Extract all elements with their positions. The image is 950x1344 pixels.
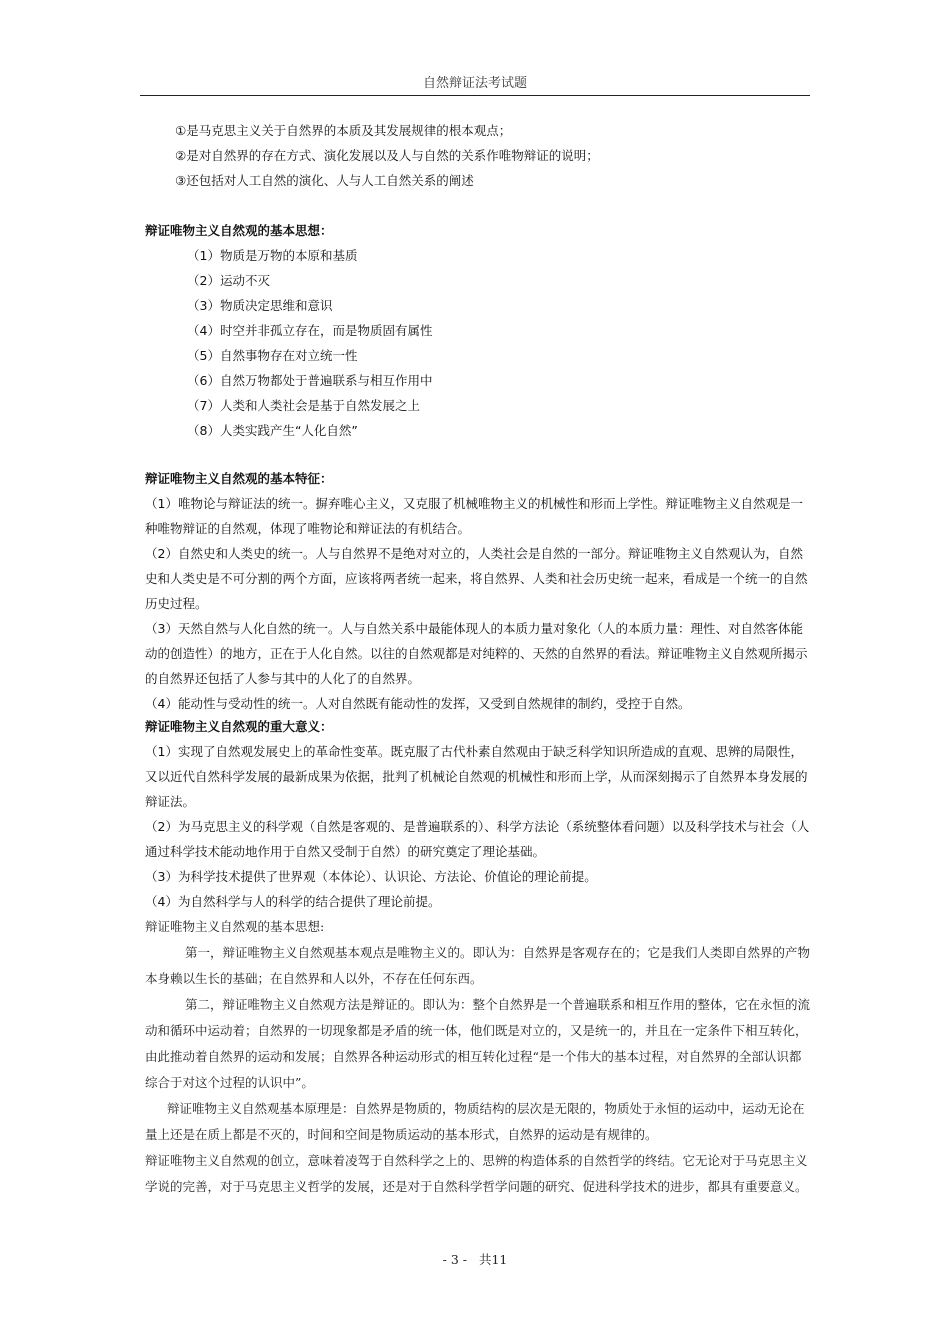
thought-item: （7）人类和人类社会是基于自然发展之上 [187, 398, 420, 413]
page-total: 共11 [478, 1252, 508, 1267]
features-heading: 辩证唯物主义自然观的基本特征： [145, 471, 333, 486]
thoughts-list [145, 243, 810, 443]
feature-item: （4）能动性与受动性的统一。人对自然既有能动性的发挥，又受到自然规律的制约，受控于自然。 [145, 696, 691, 711]
feature-item: （1）唯物论与辩证法的统一。摒弃唯心主义，又克服了机械唯物主义的机械性和形而上学性。辩证唯物主义自然观是一种唯物辩证的自然观，体现了唯物论和辩证法的有机结合。 [145, 496, 803, 536]
significance-section [145, 714, 810, 914]
intro-point: ②是对自然界的存在方式、演化发展以及人与自然的关系作唯物辩证的说明； [175, 148, 599, 163]
thought-item: （5）自然事物存在对立统一性 [187, 348, 358, 363]
serif-heading: 辩证唯物主义自然观的基本思想: [145, 919, 325, 934]
thought-item: （1）物质是万物的本原和基质 [187, 248, 358, 263]
serif-section [145, 914, 810, 1200]
serif-paragraph-4: 辩证唯物主义自然观的创立，意味着凌驾于自然科学之上的、思辨的构造体系的自然哲学的终结。它无论对于马克思主义学说的完善，对于马克思主义哲学的发展，还是对于自然科学哲学问题的研究、促进科学技术的进步，都具有重要意义。 [145, 1153, 808, 1194]
thought-item: （3）物质决定思维和意识 [187, 298, 333, 313]
significance-item: （3）为科学技术提供了世界观（本体论）、认识论、方法论、价值论的理论前提。 [145, 869, 597, 884]
serif-paragraph-2: 第二，辩证唯物主义自然观方法是辩证的。即认为：整个自然界是一个普遍联系和相互作用的整体，它在永恒的流动和循环中运动着；自然界的一切现象都是矛盾的统一体，他们既是对立的，又是统一的，并且在一定条件下相互转化，由此推动着自然界的运动和发展；自然界各种运动形式的相互转化过程“是一个伟大的基本过程，对自然界的全部认识都综合于对这个过程的认识中”。 [145, 997, 811, 1090]
significance-heading: 辩证唯物主义自然观的重大意义： [145, 719, 333, 734]
thought-item: （8）人类实践产生“人化自然” [187, 423, 358, 438]
significance-item: （2）为马克思主义的科学观（自然是客观的、是普遍联系的）、科学方法论（系统整体看问题）以及科学技术与社会（人通过科学技术能动地作用于自然又受制于自然）的研究奠定了理论基础。 [145, 819, 810, 859]
intro-point: ③还包括对人工自然的演化、人与人工自然关系的阐述 [175, 173, 474, 188]
serif-paragraph-1: 第一，辩证唯物主义自然观基本观点是唯物主义的。即认为：自然界是客观存在的；它是我们人类即自然界的产物本身赖以生长的基础；在自然界和人以外，不存在任何东西。 [145, 945, 811, 986]
significance-item: （1）实现了自然观发展史上的革命性变革。既克服了古代朴素自然观由于缺乏科学知识所造成的直观、思辨的局限性，又以近代自然科学发展的最新成果为依据，批判了机械论自然观的机械性和形而上学，从而深刻揭示了自然界本身发展的辩证法。 [145, 744, 808, 809]
serif-paragraph-3: 辩证唯物主义自然观基本原理是：自然界是物质的，物质结构的层次是无限的，物质处于永恒的运动中，运动无论在量上还是在质上都是不灭的，时间和空间是物质运动的基本形式，自然界的运动是有规律的。 [145, 1101, 805, 1142]
page-number: - 3 - [442, 1252, 468, 1267]
significance-item: （4）为自然科学与人的科学的结合提供了理论前提。 [145, 894, 441, 909]
thought-item: （6）自然万物都处于普遍联系与相互作用中 [187, 373, 433, 388]
feature-item: （3）天然自然与人化自然的统一。人与自然关系中最能体现人的本质力量对象化（人的本质力量：理性、对自然客体能动的创造性）的地方，正在于人化自然。以往的自然观都是对纯粹的、天然的自然界的看法。辩证唯物主义自然观所揭示的自然界还包括了人参与其中的人化了的自然界。 [145, 621, 808, 686]
thought-item: （4）时空并非孤立存在，而是物质固有属性 [187, 323, 433, 338]
intro-point: ①是马克思主义关于自然界的本质及其发展规律的根本观点； [175, 123, 512, 138]
thoughts-section [145, 218, 810, 443]
features-section [145, 466, 810, 716]
thought-item: （2）运动不灭 [187, 273, 270, 288]
thoughts-heading: 辩证唯物主义自然观的基本思想： [145, 223, 333, 238]
header-title: 自然辩证法考试题 [422, 76, 527, 91]
page-header [140, 72, 810, 96]
intro-points [145, 118, 840, 193]
page-footer [0, 1250, 950, 1268]
feature-item: （2）自然史和人类史的统一。人与自然界不是绝对对立的，人类社会是自然的一部分。辩证唯物主义自然观认为，自然史和人类史是不可分割的两个方面，应该将两者统一起来，将自然界、人类和社会历史统一起来，看成是一个统一的自然历史过程。 [145, 546, 808, 611]
